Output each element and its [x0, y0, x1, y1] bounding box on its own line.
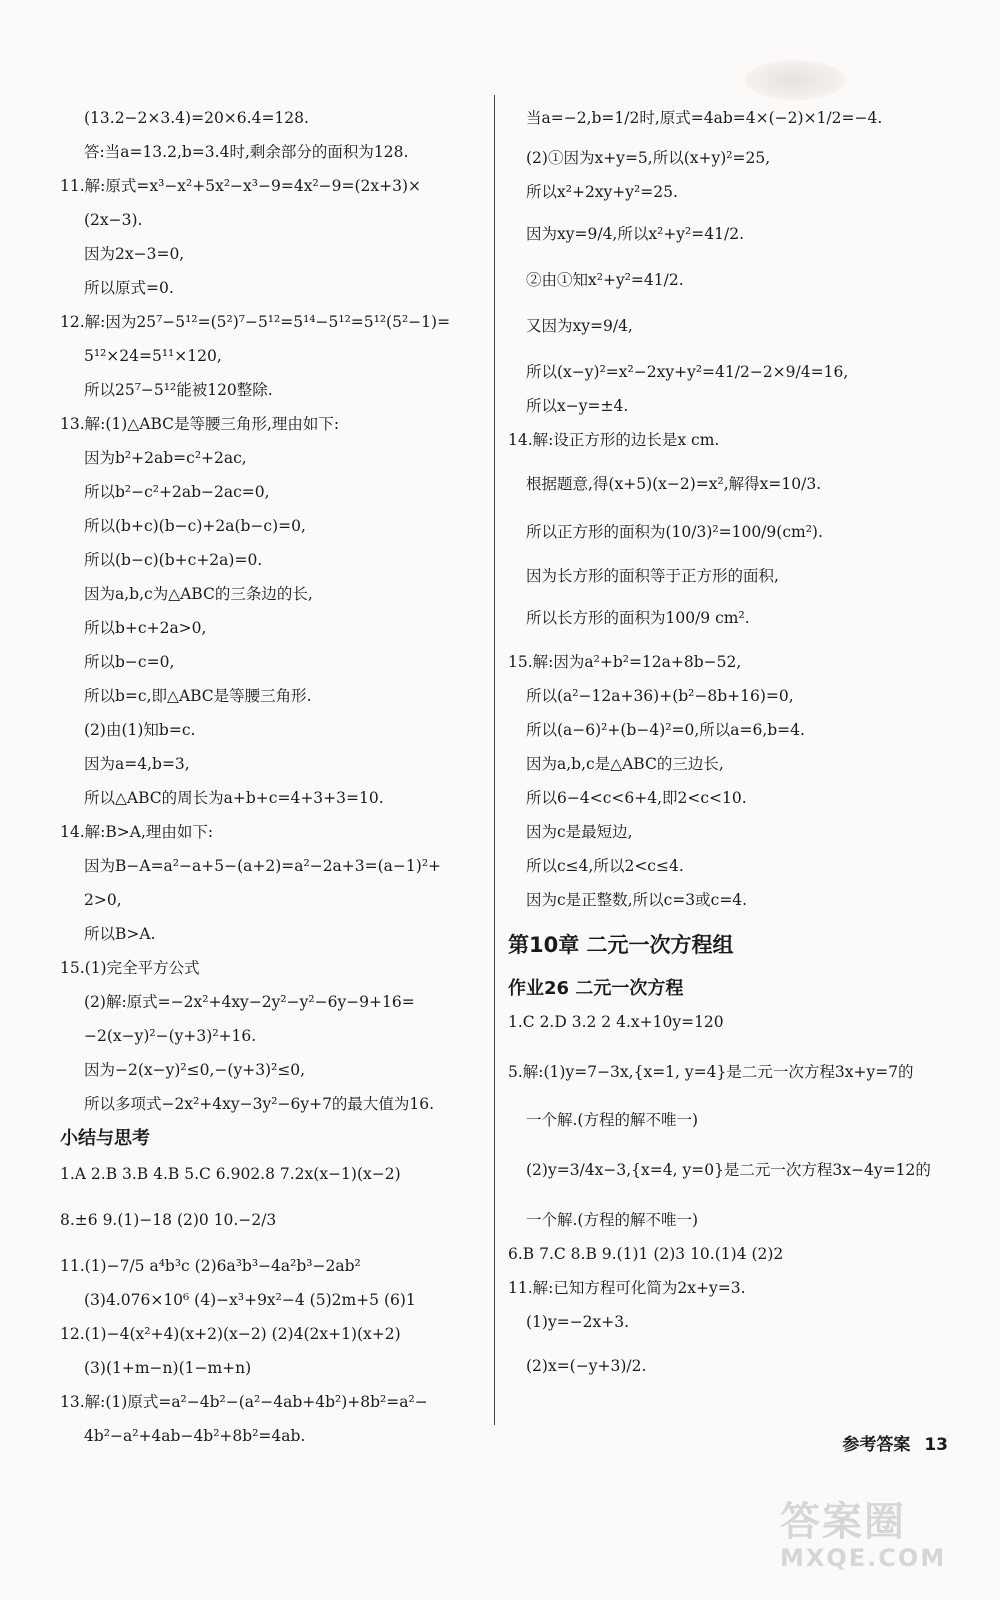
answer-line: 所以B>A.	[84, 925, 156, 943]
answer-line: (2)x=(−y+3)/2.	[526, 1357, 647, 1375]
answer-line: 所以x−y=±4.	[526, 397, 629, 415]
answer-line: 5¹²×24=5¹¹×120,	[84, 347, 222, 365]
answer-line: 因为2x−3=0,	[84, 245, 185, 263]
answer-line: 8.±6 9.(1)−18 (2)0 10.−2/3	[60, 1211, 277, 1229]
answer-line: 因为长方形的面积等于正方形的面积,	[526, 567, 779, 585]
answer-line: 15.解:因为a²+b²=12a+8b−52,	[508, 653, 742, 671]
answer-line: (2)y=3/4x−3,{x=4, y=0}是二元一次方程3x−4y=12的	[526, 1161, 931, 1179]
right-column	[508, 108, 948, 1376]
answer-line: 一个解.(方程的解不唯一)	[526, 1211, 699, 1229]
answer-line: 14.解:设正方形的边长是x cm.	[508, 431, 720, 449]
answer-line: 因为c是正整数,所以c=3或c=4.	[526, 891, 748, 909]
answer-line: (2)解:原式=−2x²+4xy−2y²−y²−6y−9+16=	[84, 993, 415, 1011]
column-divider	[494, 95, 495, 1425]
answer-line: 所以(a−6)²+(b−4)²=0,所以a=6,b=4.	[526, 721, 805, 739]
answer-line: 所以25⁷−5¹²能被120整除.	[84, 381, 273, 399]
answer-line: 一个解.(方程的解不唯一)	[526, 1111, 699, 1129]
answer-line: 所以原式=0.	[84, 279, 174, 297]
watermark-url: MXQE.COM	[780, 1544, 947, 1572]
answer-line: 因为b²+2ab=c²+2ac,	[84, 449, 247, 467]
answer-line: 4b²−a²+4ab−4b²+8b²=4ab.	[84, 1427, 306, 1445]
answer-line: −2(x−y)²−(y+3)²+16.	[84, 1027, 257, 1045]
answer-line: 根据题意,得(x+5)(x−2)=x²,解得x=10/3.	[526, 475, 822, 493]
answer-line: 所以(x−y)²=x²−2xy+y²=41/2−2×9/4=16,	[526, 363, 849, 381]
answer-line: 13.解:(1)△ABC是等腰三角形,理由如下:	[60, 415, 340, 433]
answer-line: 所以多项式−2x²+4xy−3y²−6y+7的最大值为16.	[84, 1095, 435, 1113]
page-footer	[828, 1430, 948, 1455]
answer-line: 12.(1)−4(x²+4)(x+2)(x−2) (2)4(2x+1)(x+2)	[60, 1325, 401, 1343]
answer-line: 所以(b+c)(b−c)+2a(b−c)=0,	[84, 517, 306, 535]
answer-line: 所以b=c,即△ABC是等腰三角形.	[84, 687, 312, 705]
answer-line: (3)(1+m−n)(1−m+n)	[84, 1359, 252, 1377]
answer-line: 所以b²−c²+2ab−2ac=0,	[84, 483, 270, 501]
answer-line: 所以正方形的面积为(10/3)²=100/9(cm²).	[526, 523, 823, 541]
footer-label: 参考答案	[842, 1435, 911, 1455]
watermark-title: 答案圈	[780, 1499, 906, 1545]
answer-line: (2)①因为x+y=5,所以(x+y)²=25,	[526, 149, 771, 167]
answer-line: 所以长方形的面积为100/9 cm².	[526, 609, 750, 627]
answer-line: (2)由(1)知b=c.	[84, 721, 196, 739]
answer-line: 所以b+c+2a>0,	[84, 619, 207, 637]
answer-line: 11.(1)−7/5 a⁴b³c (2)6a³b³−4a²b³−2ab²	[60, 1257, 361, 1275]
answer-line: 15.(1)完全平方公式	[60, 959, 200, 977]
answer-line: 14.解:B>A,理由如下:	[60, 823, 214, 841]
answer-line: 答:当a=13.2,b=3.4时,剩余部分的面积为128.	[84, 143, 409, 161]
page-number: 13	[924, 1435, 948, 1455]
answer-line: 所以(a²−12a+36)+(b²−8b+16)=0,	[526, 687, 794, 705]
answer-line: 所以(b−c)(b+c+2a)=0.	[84, 551, 263, 569]
answer-line: (3)4.076×10⁶ (4)−x³+9x²−4 (5)2m+5 (6)1	[84, 1291, 416, 1309]
corner-tab-decoration	[745, 60, 845, 100]
answer-line: 6.B 7.C 8.B 9.(1)1 (2)3 10.(1)4 (2)2	[508, 1245, 784, 1263]
section-heading: 小结与思考	[60, 1128, 150, 1149]
answer-line: 2>0,	[84, 891, 122, 909]
answer-line: 因为a=4,b=3,	[84, 755, 190, 773]
answer-line: 12.解:因为25⁷−5¹²=(5²)⁷−5¹²=5¹⁴−5¹²=5¹²(5²−1)=	[60, 313, 451, 331]
watermark-logo	[780, 1500, 980, 1590]
answer-line: 因为c是最短边,	[526, 823, 633, 841]
answer-line: 5.解:(1)y=7−3x,{x=1, y=4}是二元一次方程3x+y=7的	[508, 1063, 914, 1081]
answer-line: 所以△ABC的周长为a+b+c=4+3+3=10.	[84, 789, 384, 807]
answer-line: 因为−2(x−y)²≤0,−(y+3)²≤0,	[84, 1061, 306, 1079]
answer-line: 因为xy=9/4,所以x²+y²=41/2.	[526, 225, 744, 243]
answer-line: (2x−3).	[84, 211, 143, 229]
answer-line: 所以c≤4,所以2<c≤4.	[526, 857, 684, 875]
answer-line: 11.解:已知方程可化简为2x+y=3.	[508, 1279, 746, 1297]
section-heading: 作业26 二元一次方程	[508, 978, 684, 999]
answer-line: 11.解:原式=x³−x²+5x²−x³−9=4x²−9=(2x+3)×	[60, 177, 422, 195]
answer-line: 当a=−2,b=1/2时,原式=4ab=4×(−2)×1/2=−4.	[526, 109, 883, 127]
answer-line: (1)y=−2x+3.	[526, 1313, 630, 1331]
answer-line: 1.C 2.D 3.2 2 4.x+10y=120	[508, 1013, 724, 1031]
answer-line: 所以6−4<c<6+4,即2<c<10.	[526, 789, 747, 807]
answer-line: 因为a,b,c为△ABC的三条边的长,	[84, 585, 313, 603]
answer-line: 13.解:(1)原式=a²−4b²−(a²−4ab+4b²)+8b²=a²−	[60, 1393, 428, 1411]
answer-line: 因为B−A=a²−a+5−(a+2)=a²−2a+3=(a−1)²+	[84, 857, 442, 875]
answer-line: 又因为xy=9/4,	[526, 317, 633, 335]
left-column	[60, 108, 485, 1446]
answer-line: (13.2−2×3.4)=20×6.4=128.	[84, 109, 309, 127]
answer-line: 所以x²+2xy+y²=25.	[526, 183, 678, 201]
answer-line: ②由①知x²+y²=41/2.	[526, 271, 684, 289]
answer-line: 所以b−c=0,	[84, 653, 175, 671]
answer-line: 因为a,b,c是△ABC的三边长,	[526, 755, 724, 773]
chapter-heading: 第10章 二元一次方程组	[508, 933, 734, 957]
answer-line: 1.A 2.B 3.B 4.B 5.C 6.902.8 7.2x(x−1)(x−2)	[60, 1165, 401, 1183]
